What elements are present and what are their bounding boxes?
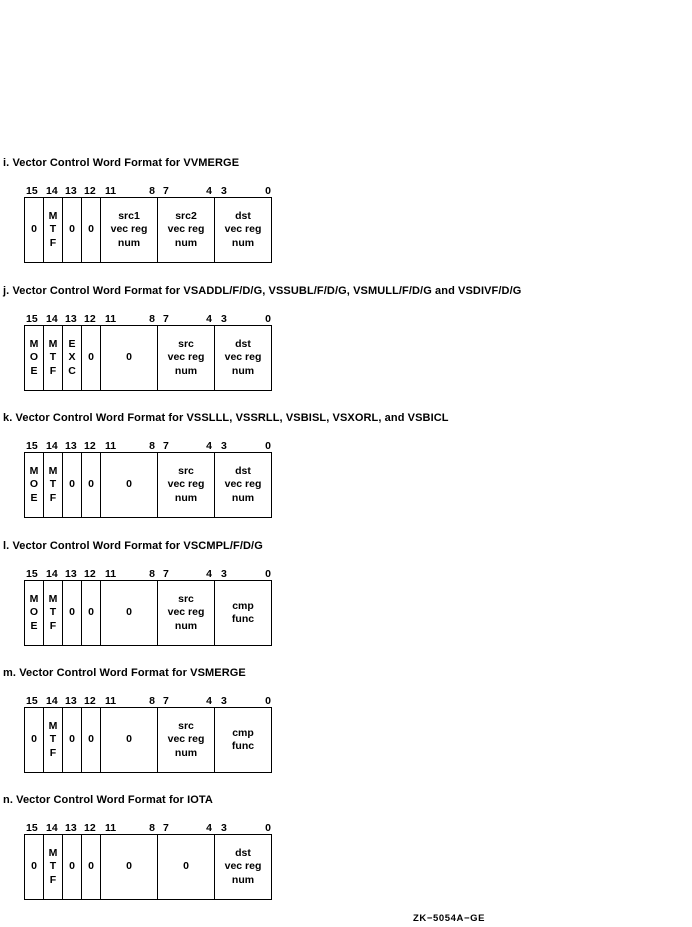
field-bit-13: 0 <box>62 707 82 773</box>
bit-label: 4 <box>206 695 212 707</box>
bit-label: 3 <box>221 440 227 452</box>
bit-label: 12 <box>84 440 96 452</box>
field-bit-13: 0 <box>62 452 82 518</box>
format-title: i. Vector Control Word Format for VVMERGE <box>3 157 240 169</box>
field-bit-15: 0 <box>24 834 44 900</box>
bit-label: 12 <box>84 313 96 325</box>
field-bits-3-0: dst vec reg num <box>214 197 272 263</box>
field-bit-13: 0 <box>62 834 82 900</box>
bit-label: 11 <box>105 568 117 580</box>
bit-label: 14 <box>46 185 58 197</box>
field-bit-14: M T F <box>43 707 63 773</box>
field-bits-11-8: 0 <box>100 325 158 391</box>
format-title: m. Vector Control Word Format for VSMERGE <box>3 667 246 679</box>
field-bit-13: E X C <box>62 325 82 391</box>
bit-label: 14 <box>46 440 58 452</box>
bit-label: 7 <box>163 185 169 197</box>
field-bit-14: M T F <box>43 452 63 518</box>
field-bit-14: M T F <box>43 325 63 391</box>
bit-label: 15 <box>26 313 38 325</box>
bit-label: 3 <box>221 695 227 707</box>
control-word-fields <box>24 580 272 646</box>
bit-label: 4 <box>206 440 212 452</box>
bit-label: 13 <box>65 440 77 452</box>
bit-label: 3 <box>221 185 227 197</box>
bit-label: 8 <box>149 313 155 325</box>
bit-label: 7 <box>163 695 169 707</box>
field-bit-12: 0 <box>81 325 101 391</box>
field-bit-15: M O E <box>24 580 44 646</box>
field-bit-12: 0 <box>81 834 101 900</box>
bit-label: 0 <box>265 440 271 452</box>
field-bits-7-4: src vec reg num <box>157 707 215 773</box>
bit-label: 8 <box>149 568 155 580</box>
field-bits-11-8: 0 <box>100 580 158 646</box>
field-bits-11-8: src1 vec reg num <box>100 197 158 263</box>
bit-label: 12 <box>84 695 96 707</box>
format-title: j. Vector Control Word Format for VSADDL/F/D/G, VSSUBL/F/D/G, VSMULL/F/D/G and VSDIVF/D/G <box>3 285 522 297</box>
field-bit-12: 0 <box>81 197 101 263</box>
format-title: l. Vector Control Word Format for VSCMPL/F/D/G <box>3 540 263 552</box>
bit-label: 0 <box>265 185 271 197</box>
field-bit-14: M T F <box>43 834 63 900</box>
field-bits-11-8: 0 <box>100 707 158 773</box>
bit-label: 7 <box>163 313 169 325</box>
field-bits-7-4: 0 <box>157 834 215 900</box>
bit-label: 15 <box>26 185 38 197</box>
control-word-fields <box>24 325 272 391</box>
field-bit-12: 0 <box>81 452 101 518</box>
bit-label: 13 <box>65 568 77 580</box>
field-bit-12: 0 <box>81 707 101 773</box>
field-bits-7-4: src vec reg num <box>157 580 215 646</box>
bit-label: 11 <box>105 695 117 707</box>
bit-label: 4 <box>206 313 212 325</box>
field-bits-3-0: dst vec reg num <box>214 325 272 391</box>
control-word-fields <box>24 452 272 518</box>
bit-label: 11 <box>105 440 117 452</box>
bit-label: 8 <box>149 440 155 452</box>
bit-label: 11 <box>105 822 117 834</box>
format-title: k. Vector Control Word Format for VSSLLL, VSSRLL, VSBISL, VSXORL, and VSBICL <box>3 412 449 424</box>
bit-label: 13 <box>65 185 77 197</box>
bit-label: 3 <box>221 822 227 834</box>
bit-label: 15 <box>26 822 38 834</box>
field-bits-11-8: 0 <box>100 452 158 518</box>
field-bit-12: 0 <box>81 580 101 646</box>
control-word-fields <box>24 197 272 263</box>
bit-label: 13 <box>65 313 77 325</box>
bit-label: 14 <box>46 568 58 580</box>
bit-label: 8 <box>149 185 155 197</box>
field-bit-15: M O E <box>24 325 44 391</box>
bit-label: 14 <box>46 695 58 707</box>
field-bit-13: 0 <box>62 197 82 263</box>
bit-label: 14 <box>46 313 58 325</box>
field-bits-7-4: src2 vec reg num <box>157 197 215 263</box>
bit-label: 13 <box>65 695 77 707</box>
bit-label: 12 <box>84 185 96 197</box>
bit-label: 8 <box>149 695 155 707</box>
field-bits-7-4: src vec reg num <box>157 325 215 391</box>
bit-label: 3 <box>221 568 227 580</box>
control-word-fields <box>24 707 272 773</box>
field-bit-14: M T F <box>43 197 63 263</box>
bit-label: 4 <box>206 822 212 834</box>
bit-label: 0 <box>265 695 271 707</box>
bit-label: 0 <box>265 568 271 580</box>
bit-label: 7 <box>163 440 169 452</box>
field-bit-15: 0 <box>24 197 44 263</box>
bit-label: 7 <box>163 568 169 580</box>
field-bit-15: 0 <box>24 707 44 773</box>
bit-label: 0 <box>265 822 271 834</box>
bit-label: 14 <box>46 822 58 834</box>
bit-label: 8 <box>149 822 155 834</box>
bit-label: 4 <box>206 185 212 197</box>
bit-label: 12 <box>84 822 96 834</box>
field-bits-3-0: cmp func <box>214 580 272 646</box>
field-bits-11-8: 0 <box>100 834 158 900</box>
field-bits-3-0: dst vec reg num <box>214 834 272 900</box>
bit-label: 12 <box>84 568 96 580</box>
field-bit-14: M T F <box>43 580 63 646</box>
bit-label: 13 <box>65 822 77 834</box>
field-bits-3-0: dst vec reg num <box>214 452 272 518</box>
bit-label: 15 <box>26 568 38 580</box>
bit-label: 15 <box>26 440 38 452</box>
bit-label: 3 <box>221 313 227 325</box>
bit-label: 7 <box>163 822 169 834</box>
field-bits-3-0: cmp func <box>214 707 272 773</box>
field-bit-15: M O E <box>24 452 44 518</box>
bit-label: 11 <box>105 313 117 325</box>
field-bit-13: 0 <box>62 580 82 646</box>
figure-code: ZK−5054A−GE <box>413 913 486 924</box>
control-word-fields <box>24 834 272 900</box>
field-bits-7-4: src vec reg num <box>157 452 215 518</box>
format-title: n. Vector Control Word Format for IOTA <box>3 794 213 806</box>
bit-label: 11 <box>105 185 117 197</box>
bit-label: 15 <box>26 695 38 707</box>
bit-label: 0 <box>265 313 271 325</box>
bit-label: 4 <box>206 568 212 580</box>
